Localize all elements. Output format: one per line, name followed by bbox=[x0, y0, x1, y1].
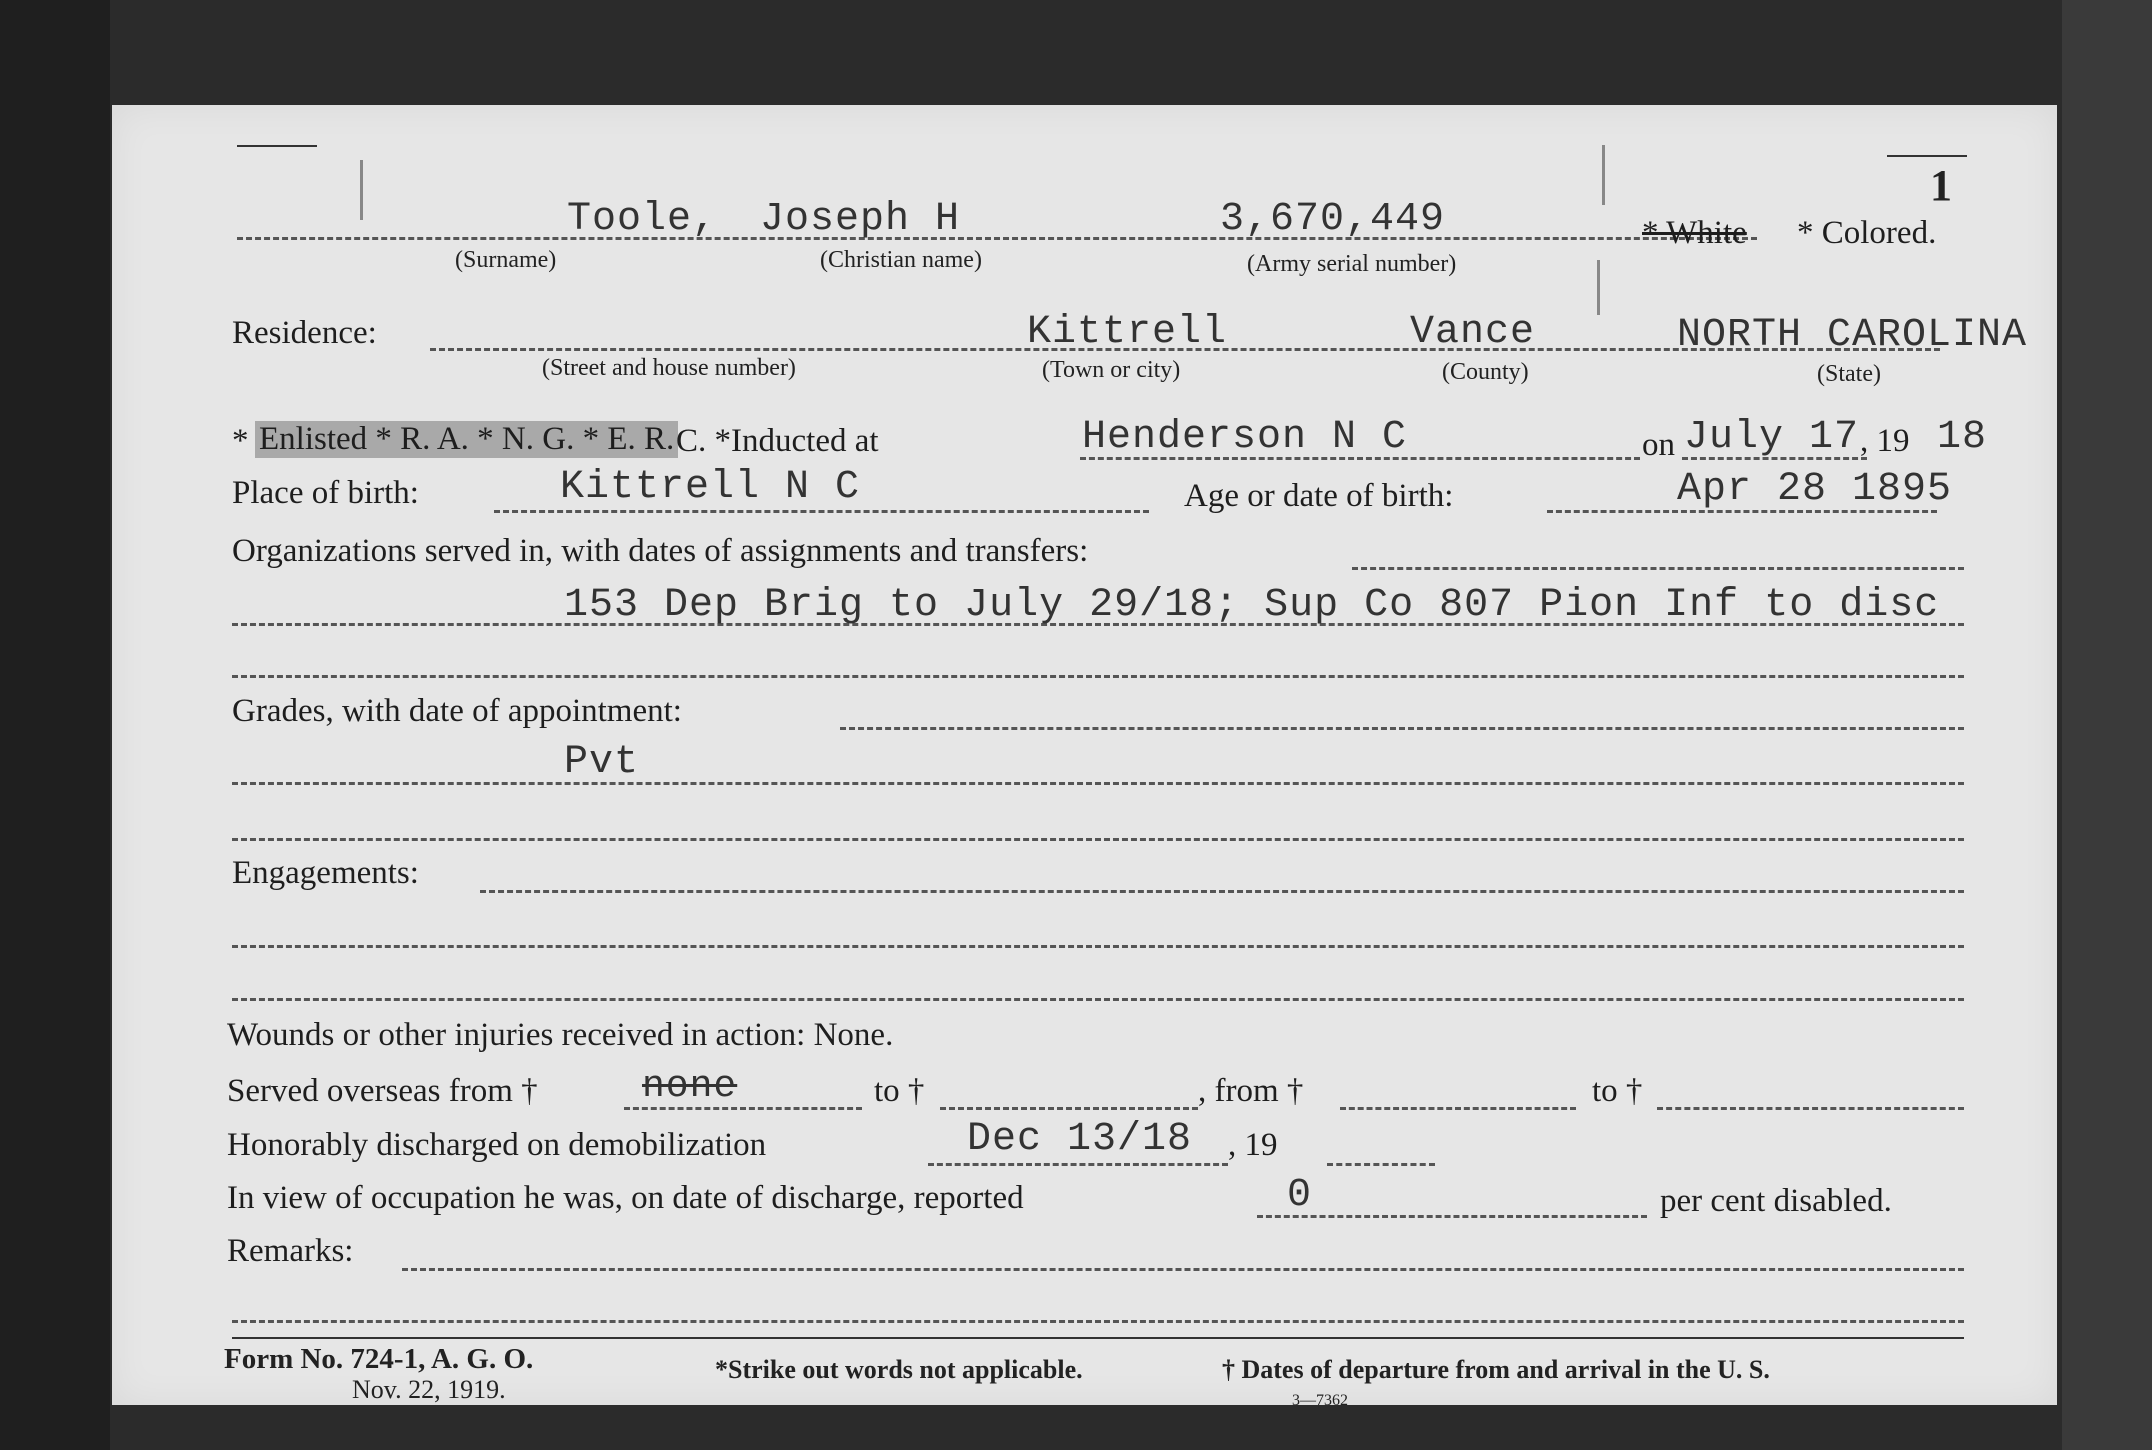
served-overseas-label: Served overseas from † bbox=[227, 1073, 538, 1109]
wounds-text: Wounds or other injuries received in action: None. bbox=[227, 1017, 894, 1053]
organizations-label: Organizations served in, with dates of assignments and transfers: bbox=[232, 533, 1089, 569]
name-line bbox=[237, 237, 1757, 240]
christian-name-caption: (Christian name) bbox=[820, 247, 982, 273]
print-code: 3—7362 bbox=[1292, 1392, 1348, 1409]
discharge-year-line bbox=[1327, 1163, 1435, 1166]
pencil-mark bbox=[1597, 260, 1600, 315]
inducted-label: C. *Inducted at bbox=[676, 423, 879, 459]
organizations-line-3 bbox=[232, 675, 1964, 678]
residence-county-value: Vance bbox=[1410, 310, 1536, 355]
serial-number-value: 3,670,449 bbox=[1220, 197, 1446, 242]
overseas-from2-label: , from † bbox=[1198, 1073, 1304, 1109]
discharge-date-line bbox=[928, 1163, 1228, 1166]
grades-line-1 bbox=[840, 727, 1964, 730]
induction-year-value: 18 bbox=[1937, 415, 1988, 460]
overseas-to2-label: to † bbox=[1592, 1073, 1643, 1109]
form-date: Nov. 22, 1919. bbox=[352, 1375, 506, 1404]
place-of-birth-label: Place of birth: bbox=[232, 475, 419, 511]
disability-label: In view of occupation he was, on date of discharge, reported bbox=[227, 1180, 1024, 1216]
colored-label: * Colored. bbox=[1797, 215, 1937, 251]
engagements-line-2 bbox=[232, 945, 1964, 948]
overseas-to-label: to † bbox=[874, 1073, 925, 1109]
footer-rule bbox=[232, 1337, 1964, 1339]
pencil-mark bbox=[360, 160, 363, 220]
overseas-to2-line bbox=[1657, 1107, 1964, 1110]
state-caption: (State) bbox=[1817, 361, 1881, 387]
induction-date-value: July 17 bbox=[1684, 415, 1860, 460]
disability-value: 0 bbox=[1287, 1173, 1313, 1218]
top-left-rule bbox=[237, 145, 317, 147]
engagements-line-3 bbox=[232, 998, 1964, 1001]
place-of-birth-value: Kittrell N C bbox=[560, 465, 861, 510]
on-label: on bbox=[1642, 427, 1675, 463]
birth-date-value: Apr 28 1895 bbox=[1677, 467, 1953, 512]
grades-line-2 bbox=[232, 782, 1964, 785]
card-number: 1 bbox=[1930, 161, 1952, 210]
scan-background-left bbox=[0, 0, 110, 1450]
grades-line-3 bbox=[232, 838, 1964, 841]
induction-place-value: Henderson N C bbox=[1082, 415, 1408, 460]
induction-year-prefix: , 19 bbox=[1860, 423, 1910, 459]
discharge-year-label: , 19 bbox=[1228, 1127, 1278, 1163]
county-caption: (County) bbox=[1442, 359, 1529, 385]
organizations-line-1 bbox=[1352, 567, 1964, 570]
engagements-line-1 bbox=[480, 890, 1964, 893]
discharge-label: Honorably discharged on demobilization bbox=[227, 1127, 767, 1163]
disability-line bbox=[1257, 1215, 1647, 1218]
surname-value: Toole, bbox=[567, 197, 718, 242]
form-number: Form No. 724-1, A. G. O. bbox=[224, 1343, 534, 1375]
top-right-rule bbox=[1887, 155, 1967, 157]
serial-number-caption: (Army serial number) bbox=[1247, 251, 1457, 277]
residence-state-value: NORTH CAROLINA bbox=[1677, 313, 2028, 358]
engagements-label: Engagements: bbox=[232, 855, 419, 891]
pencil-mark bbox=[1602, 145, 1605, 205]
organizations-value: 153 Dep Brig to July 29/18; Sup Co 807 Pion Inf to disc bbox=[564, 583, 1940, 628]
disability-suffix: per cent disabled. bbox=[1660, 1183, 1892, 1219]
overseas-from-value: none bbox=[642, 1065, 738, 1108]
town-caption: (Town or city) bbox=[1042, 357, 1181, 383]
grades-value: Pvt bbox=[564, 740, 640, 785]
overseas-to-line bbox=[940, 1107, 1198, 1110]
remarks-label: Remarks: bbox=[227, 1233, 354, 1269]
grades-label: Grades, with date of appointment: bbox=[232, 693, 682, 729]
enlistment-asterisk: * bbox=[232, 423, 249, 459]
christian-name-value: Joseph H bbox=[760, 197, 961, 242]
remarks-line-1 bbox=[402, 1268, 1964, 1271]
service-record-card bbox=[112, 105, 2057, 1409]
discharge-date-value: Dec 13/18 bbox=[967, 1117, 1193, 1162]
residence-label: Residence: bbox=[232, 315, 377, 351]
residence-town-value: Kittrell bbox=[1027, 310, 1228, 355]
scan-background-right bbox=[2062, 0, 2152, 1450]
surname-caption: (Surname) bbox=[455, 247, 557, 273]
place-of-birth-line bbox=[494, 510, 1149, 513]
street-caption: (Street and house number) bbox=[542, 355, 796, 381]
enlisted-options: Enlisted * R. A. * N. G. * E. R. bbox=[255, 421, 678, 458]
overseas-from2-line bbox=[1340, 1107, 1576, 1110]
dates-note: † Dates of departure from and arrival in the U. S. bbox=[1222, 1355, 1770, 1384]
white-label: * White bbox=[1642, 215, 1747, 251]
remarks-line-2 bbox=[232, 1320, 1964, 1323]
age-label: Age or date of birth: bbox=[1184, 478, 1454, 514]
strike-note: *Strike out words not applicable. bbox=[715, 1355, 1083, 1384]
